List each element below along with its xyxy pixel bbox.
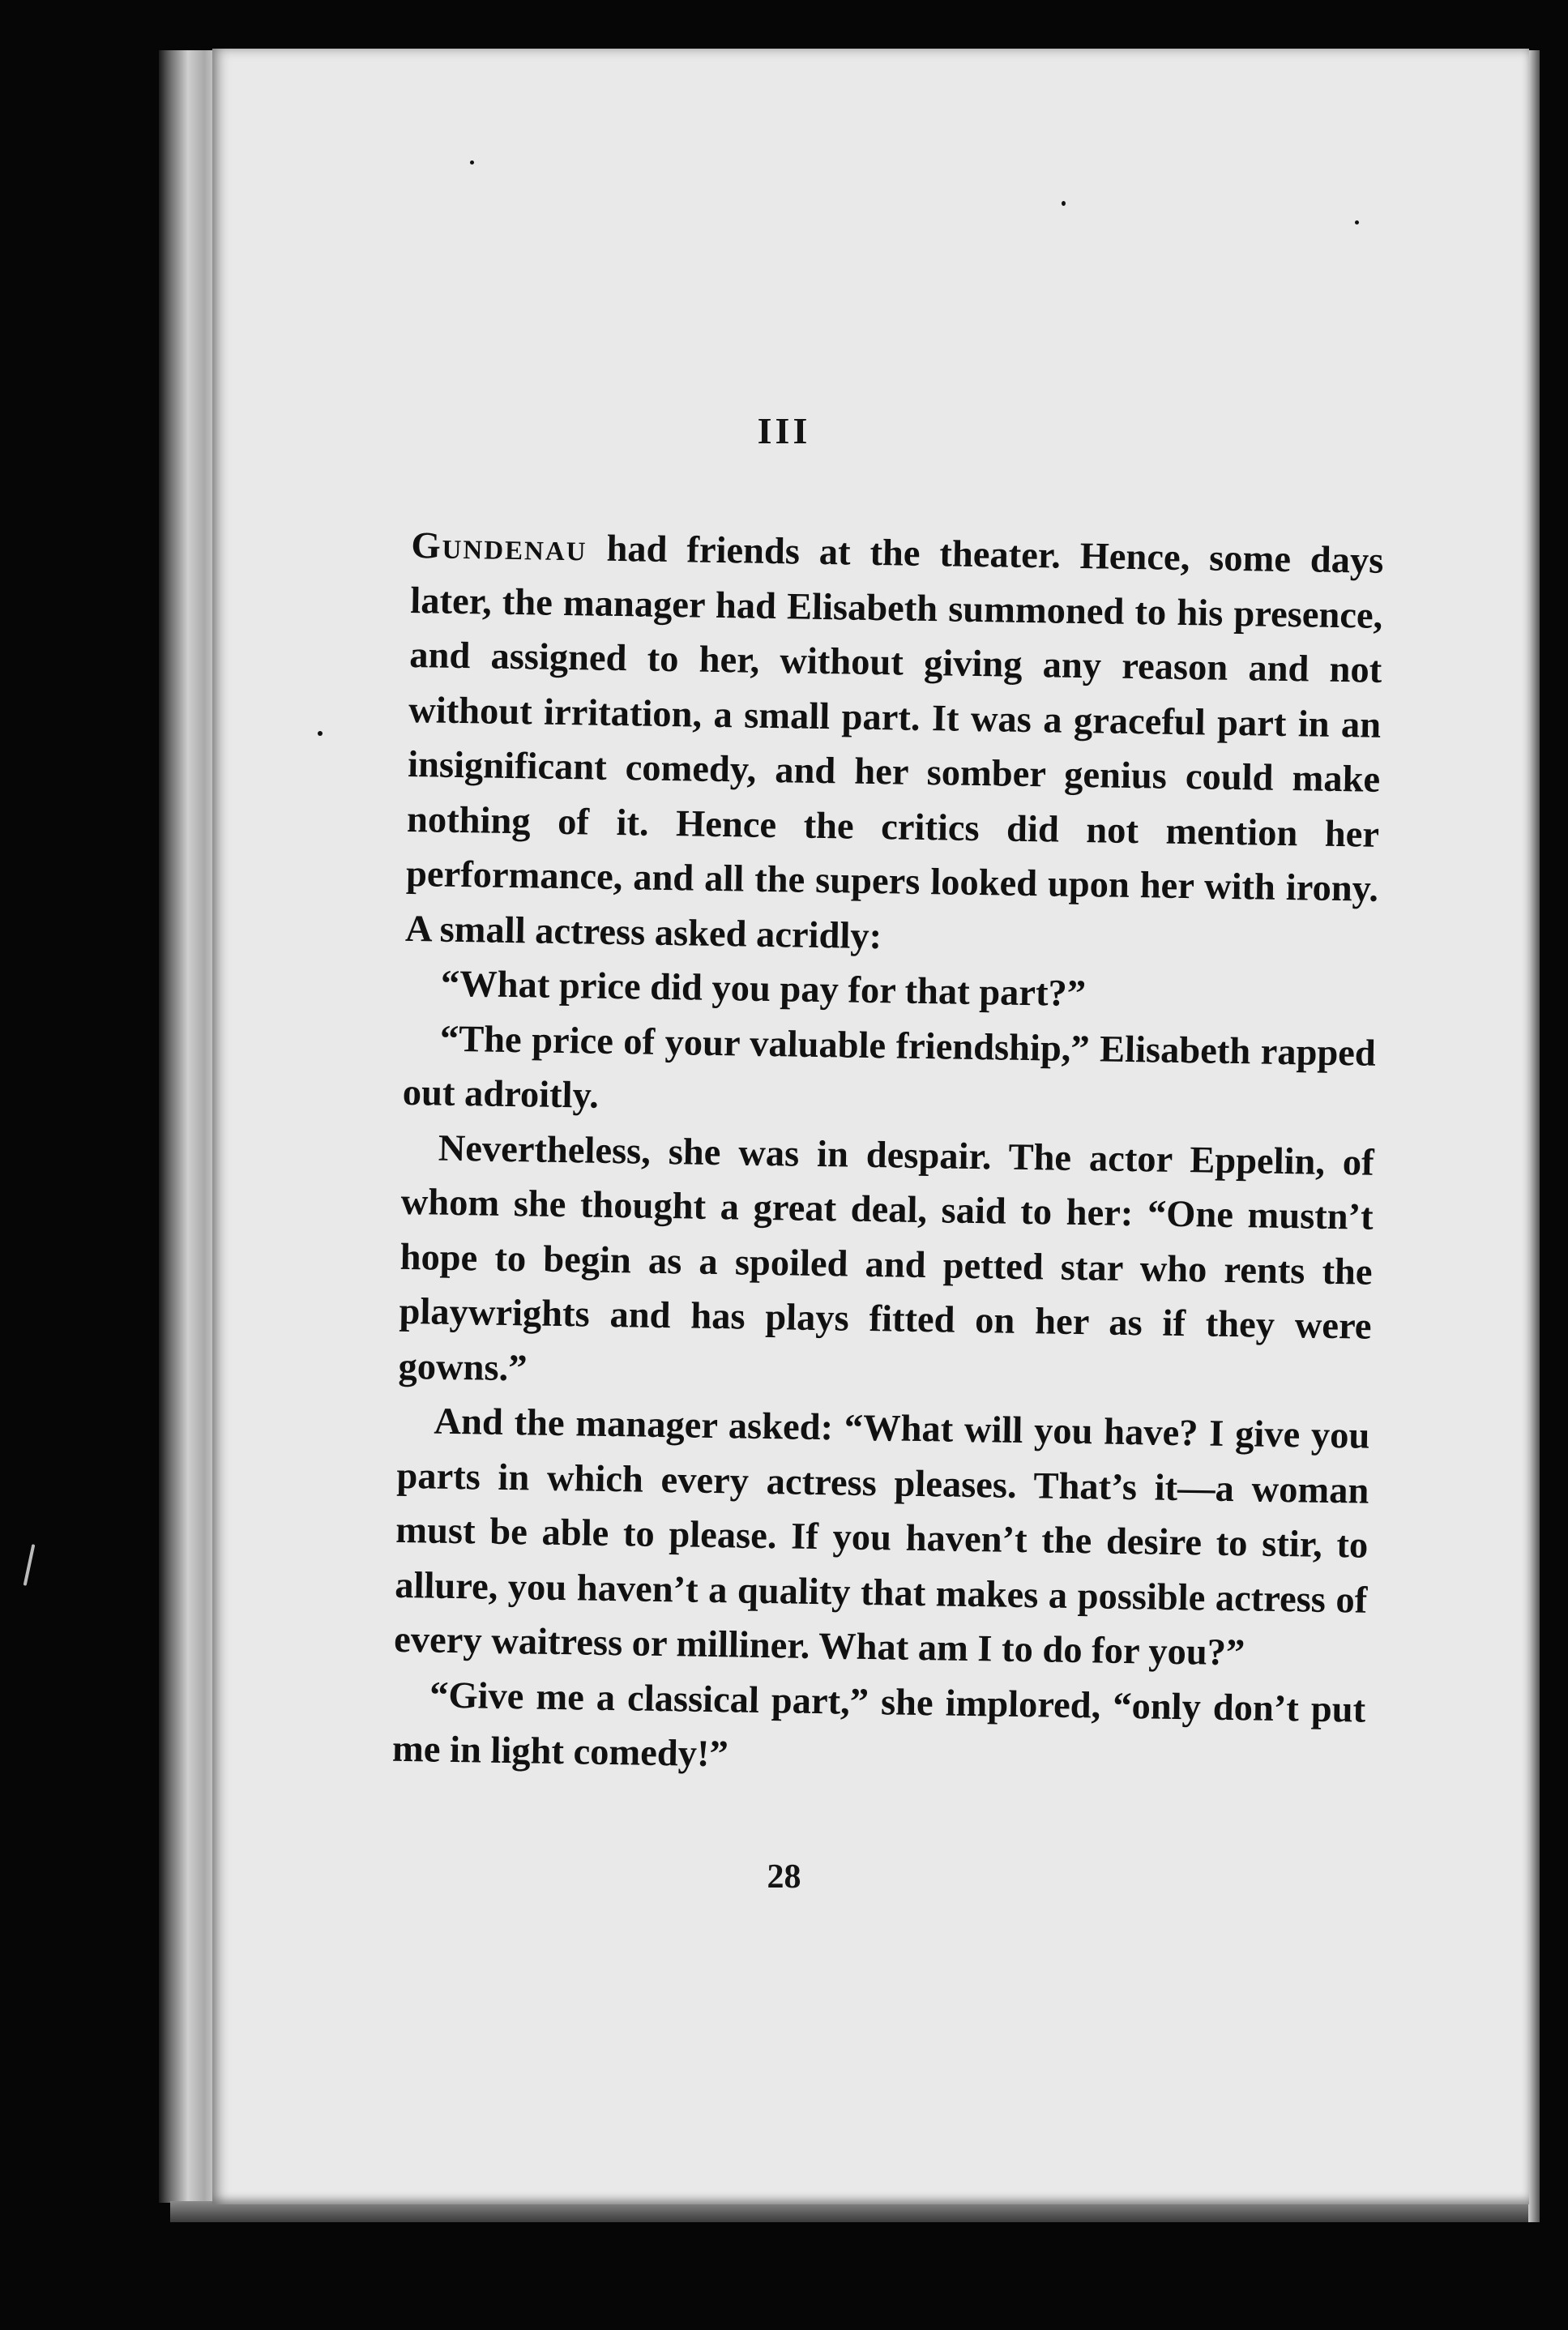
ink-speck [1062, 201, 1066, 206]
paragraph: “What price did you pay for that part?” [440, 963, 1087, 1015]
paragraph-text: had friends at the theater. Hence, some days later, the manager had Elisabeth summoned to his presence, and assigned to her, without giving any reason and not without irritation, a small part. It was a graceful part in an insignificant comedy, and her somber genius could make nothing of it. Hence the critics did not mention her performance, and all the supers looked upon her with irony. A small actress asked acridly: [404, 528, 1384, 957]
paragraph: Nevertheless, she was in despair. The actor Eppelin, of whom she thought a great deal, said to her: “One mustn’t hope to begin as a spoiled and petted star who rents the playwrights and has plays fitted on her as if they were gowns.” [398, 1127, 1375, 1389]
ink-speck [318, 731, 323, 736]
paragraph: “Give me a classical part,” she implored, “only don’t put me in light comedy!” [391, 1674, 1366, 1776]
paragraph [405, 519, 1384, 972]
scan-mark [23, 1544, 36, 1586]
page-right-edge [1528, 50, 1540, 2222]
ink-speck [1355, 220, 1359, 224]
paragraph-lead: Gundenau [411, 524, 588, 570]
page-number: 28 [767, 1858, 801, 1896]
paragraph: And the manager asked: “What will you have? I give you parts in which every actress pleases. That’s it—a woman must be able to please. If you haven’t the desire to stir, to allure, you haven’t a quality that makes a possible actress of every waitress or milliner. What am I to do for you?” [393, 1400, 1370, 1674]
body-text [392, 519, 1384, 1792]
ink-speck [470, 160, 474, 165]
chapter-heading: III [757, 410, 811, 451]
paragraph: “The price of your valuable friendship,” Elisabeth rapped out adroitly. [402, 1018, 1377, 1117]
